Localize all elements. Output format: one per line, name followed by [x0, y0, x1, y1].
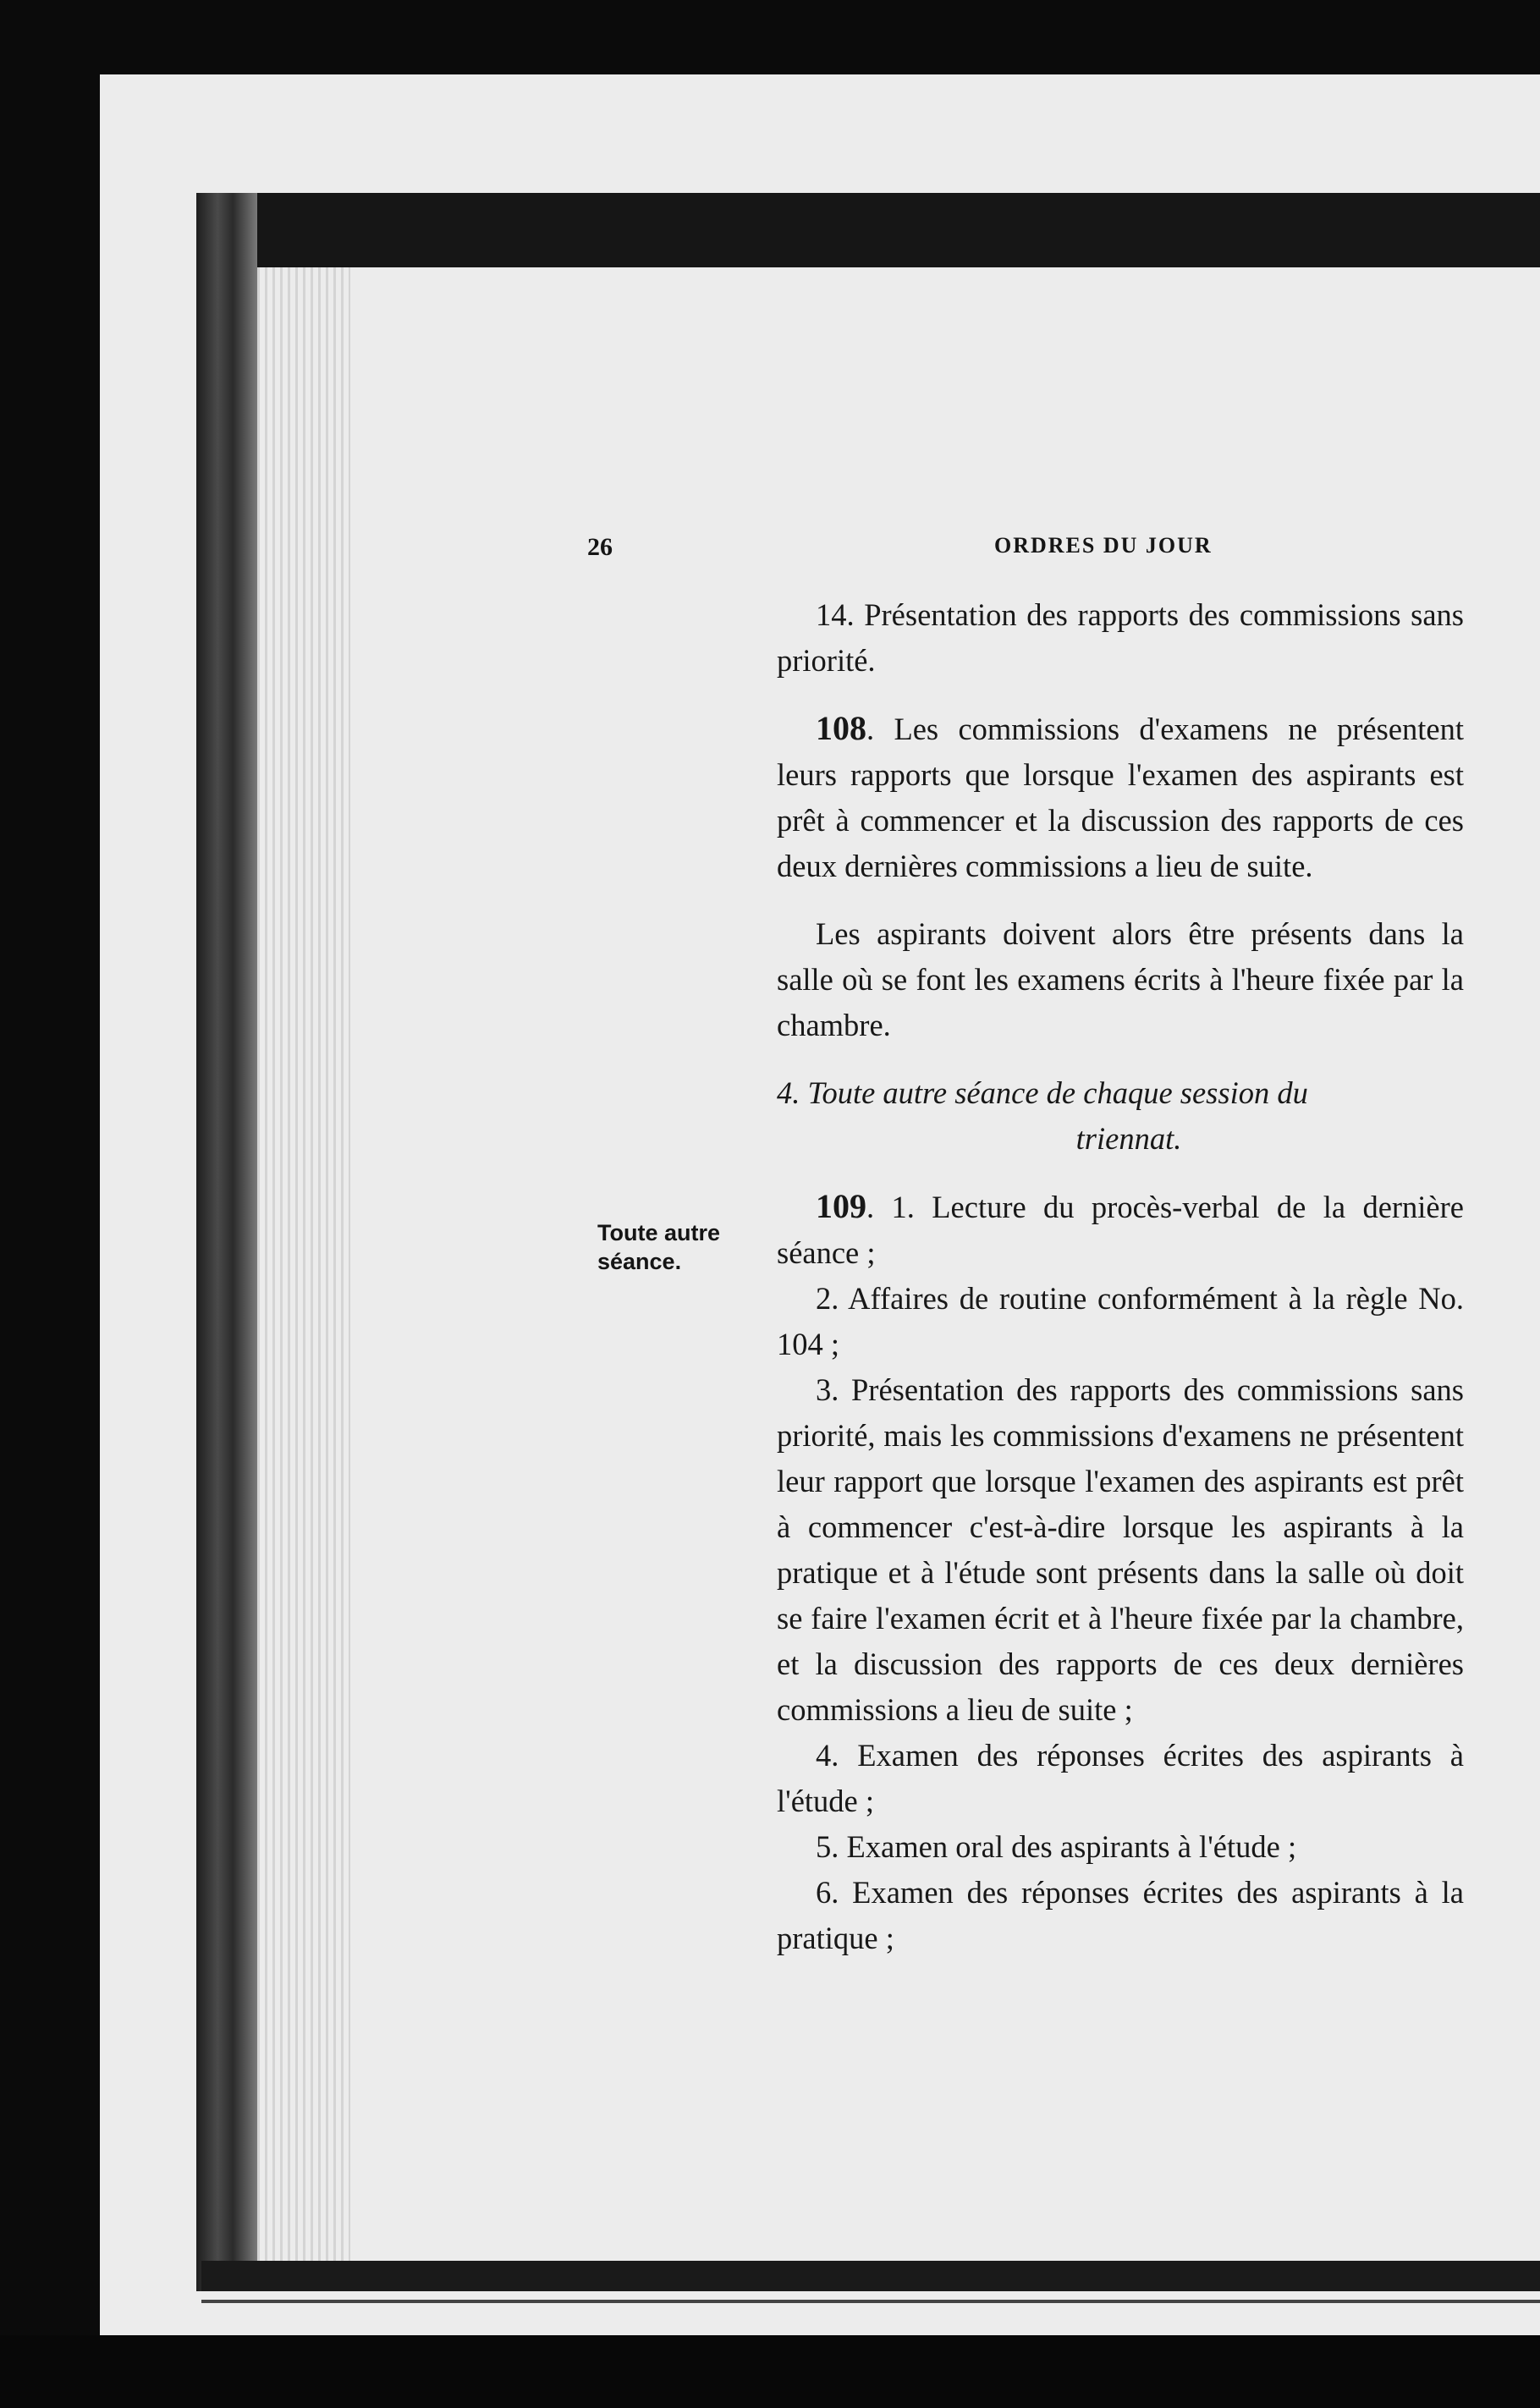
rule-number-109: 109: [816, 1187, 866, 1225]
section-heading-4-cont: triennat.: [1075, 1121, 1182, 1156]
film-border-bottom: [0, 2335, 1540, 2408]
film-frame-bottom: [201, 2261, 1540, 2291]
item-4: 4. Examen des réponses écrites des aspirants à l'étude ;: [777, 1738, 1464, 1818]
paragraph-108-b: Les aspirants doivent alors être présents dans la salle où se font les examens écrits à l'heure fixée par la chambre.: [777, 916, 1464, 1042]
item-3: 3. Présentation des rapports des commissions sans priorité, mais les commissions d'examens ne présentent leur rapport que lorsque l'examen des aspirants est prêt à commencer c'est-à-dire lorsque les aspirants à la pratique et à l'étude sont présents dans la salle où doit se faire l'examen écrit et à l'heure fixée par la chambre, et la discussion des rapports de ces deux dernières commissions a lieu de suite ;: [777, 1372, 1464, 1727]
section-heading-4: 4. Toute autre séance de chaque session du: [777, 1075, 1308, 1110]
paragraph-108: [777, 706, 1464, 889]
body-text-top: [777, 592, 1464, 1961]
page-number: 26: [587, 533, 613, 561]
item-6: 6. Examen des réponses écrites des aspirants à la pratique ;: [777, 1875, 1464, 1955]
item-5: 5. Examen oral des aspirants à l'étude ;: [816, 1829, 1297, 1864]
rule-number-108: 108: [816, 709, 866, 747]
item-14: 14. Présentation des rapports des commissions sans priorité.: [777, 597, 1464, 678]
film-frame-top: [201, 193, 1540, 267]
paragraph-109-item-1: . 1. Lecture du procès-verbal de la dernière séance ;: [777, 1190, 1464, 1270]
margin-note: [597, 1218, 767, 1276]
margin-note-line-2: séance.: [597, 1249, 682, 1274]
paragraph-109: [777, 1184, 1464, 1276]
item-2: 2. Affaires de routine conformément à la règle No. 104 ;: [777, 1281, 1464, 1361]
film-frame-shadow: [257, 267, 350, 2281]
film-frame-bottom-line: [201, 2300, 1540, 2303]
margin-note-line-1: Toute autre: [597, 1220, 721, 1245]
paragraph-108-text: . Les commissions d'examens ne présentent leurs rapports que lorsque l'examen des aspirants est prêt à commencer et la discussion des rapports de ces deux dernières commissions a lieu de suite.: [777, 712, 1464, 883]
running-title: ORDRES DU JOUR: [994, 533, 1213, 558]
film-frame-left: [196, 193, 257, 2291]
